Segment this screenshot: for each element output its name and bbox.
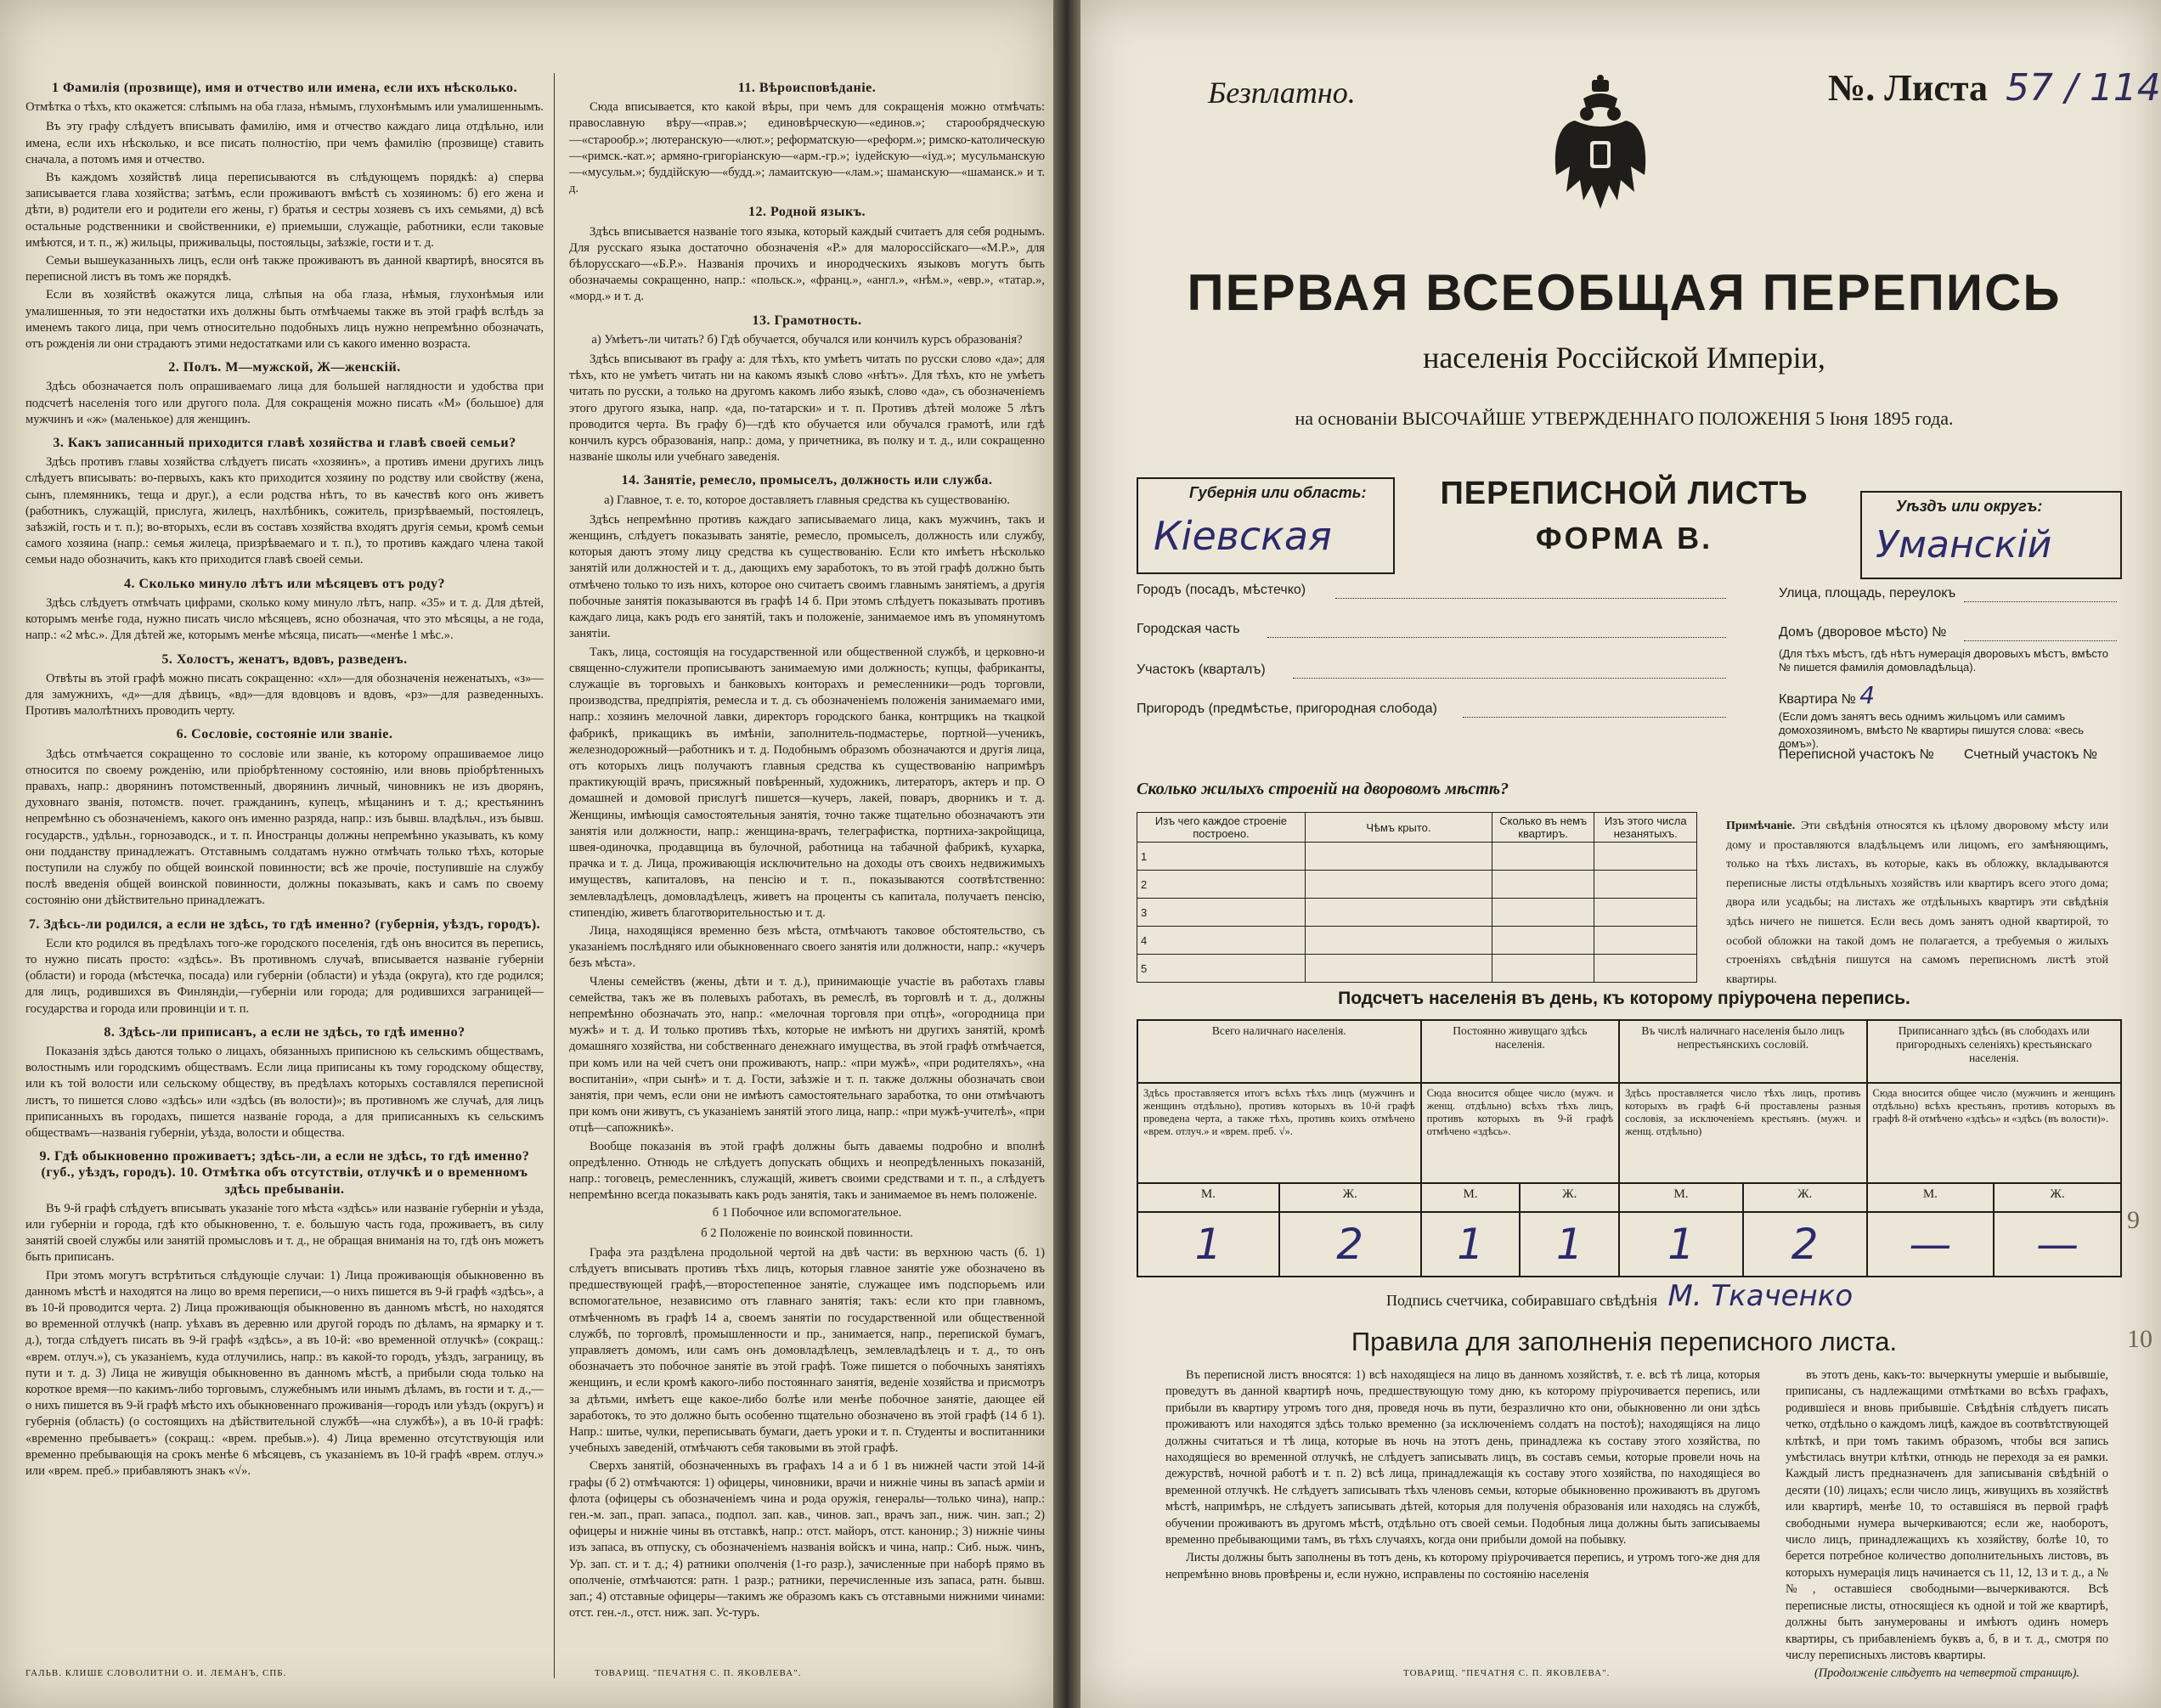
count-value: 1 bbox=[1520, 1212, 1619, 1277]
population-count-table bbox=[1137, 1019, 2122, 1277]
sheet-title-block bbox=[1386, 476, 1862, 556]
district-label: Уѣздъ или округъ: bbox=[1896, 498, 2043, 515]
right-page bbox=[1080, 0, 2161, 1708]
section-heading: 4. Сколько минуло лѣтъ или мѣсяцевъ отъ роду? bbox=[123, 576, 446, 591]
count-header-total: Всего наличнаго населенія. bbox=[1137, 1020, 1421, 1083]
signature-handwritten: М. Ткаченко bbox=[1667, 1279, 1853, 1313]
section-heading: 9. Гдѣ обыкновенно проживаетъ; здѣсь-ли, а если не здѣсь, то гдѣ именно? (губ., уѣздъ, городъ). 10. Отмѣтка объ отсутствіи, отлучкѣ и о временномъ здѣсь пребываніи. bbox=[39, 1149, 530, 1197]
col-f: Ж. bbox=[1743, 1183, 1867, 1212]
field-house-line bbox=[1964, 640, 2117, 641]
field-street: Улица, площадь, переулокъ bbox=[1779, 586, 1956, 600]
note-title: Примѣчаніе. bbox=[1726, 820, 1796, 832]
count-value: — bbox=[1994, 1212, 2121, 1277]
count-value: 2 bbox=[1279, 1212, 1421, 1277]
instruction-paragraph: Показанія здѣсь даются только о лицахъ, обязанныхъ приписною къ сельскимъ обществамъ, волостнымъ или городскимъ обществамъ. Если лица приписаны къ тому городскому обществу, или къ той волости или сельскому обществу, въ предѣлахъ которыхъ составлялся переписной листъ, то пишется слово «здѣсь» или «здѣсь (въ волости)»; въ противномъ же случаѣ, для лицъ приписанныхъ въ городахъ, пишется названіе города, а для приписанныхъ къ сельскимъ обществамъ—названія губерніи, уѣзда, волости и общества. bbox=[25, 1044, 544, 1140]
census-subtitle: населенія Россійской Имперіи, bbox=[1423, 341, 1825, 375]
sheet-number-handwritten: 57 / 114 bbox=[2006, 66, 2161, 110]
field-house: Домъ (дворовое мѣсто) № bbox=[1779, 625, 1947, 640]
instruction-paragraph: Сверхъ занятій, обозначенныхъ въ графахъ 14 а и б 1 въ нижней части этой 14-й графы (б 2) отмѣчаются: 1) офицеры, чиновники, врачи и нижніе чины въ запасѣ арміи и флота (офицеры съ обозначеніемъ чина и рода оружія, генералы—только чина), напр.: ген.-м. зап., прап. запаса., подпол. зап. кав., чинов. зап., врачъ зап., ниж. чин. зап.; 2) офицеры и нижніе чины въ отставкѣ, напр.: отст. майоръ, отст. канонир.; 3) нижніе чины изъ запаса, въ отпуску, съ обозначеніемъ названія войскъ и чина, напр.: Сиб. ныж. чинъ, Ур. зап. ст. и т. д.; 4) ратники ополченія (1-го разр.), зачисленные при наборѣ прямо въ ополченіе, отмѣчаются: ратн. 1 разр.; ратники, перечисленные изъ запаса, ратн. бывш. зап.; 4) отставные офицеры—такимъ же образомъ какъ съ отставными нижними чинами: отст. ген.-л., отст. ниж. зап. Ус-туръ. bbox=[569, 1459, 1045, 1621]
rules-column-1 bbox=[1165, 1367, 1760, 1585]
field-apartment: Квартира № 4 bbox=[1779, 681, 1876, 709]
section-heading: 7. Здѣсь-ли родился, а если не здѣсь, то гдѣ именно? (губернія, уѣздъ, городъ). bbox=[28, 916, 541, 932]
instructions-column-2 bbox=[569, 73, 1045, 1623]
apartment-note: (Если домъ занятъ весь однимъ жильцомъ или самимъ домохозяиномъ, вмѣсто № квартиры пишутся слова: «весь домъ»). bbox=[1779, 710, 2084, 750]
left-page bbox=[0, 0, 1053, 1708]
signature-label: Подпись счетчика, собиравшаго свѣдѣнія bbox=[1386, 1292, 1657, 1309]
instruction-paragraph: Такъ, лица, состоящія на государственной или общественной службѣ, и церковно-и священно-служители прописываютъ занимаемую ими должность; купцы, фабриканты, служащіе въ торговыхъ и банковыхъ конторахъ и ремесленники—родъ торговли, производства, предпріятія, ремесла и т. д. съ обозначеніемъ положенія занимаемаго ими, напр.: хозяинъ мелочной лавки, директоръ городского банка, контрщикъ на ткацкой фабрикѣ, прикащикъ въ имѣніи, заполнитель-подмастерье, портной—ученикъ, железнодорожный—работникъ и т. д. Подобнымъ образомъ обозначаются и другія лица, отъ которыхъ лицъ получаютъ главныя средства къ существованію напримѣръ практикующій врачъ, присяжный повѣренный, художникъ, литераторъ, актеръ и пр. О домашней и домовой прислугѣ пишется—кучеръ, лакей, поваръ, дворникъ и т. д. Женщины, имѣющія самостоятельныя занятія, точно также тщательно обозначаютъ эти занятія или должности, напр.: женщина-врачъ, телеграфистка, портниха-закройщица, швея-одиночка, продавщица въ булочной, работница на табачной фабрикѣ, кухарка, прачка и т. д. Лица, проживающія исключительно на доходы отъ своихъ недвижимыхъ имуществъ, капиталовъ, на пенсію и т. п., показываются соотвѣтственно: землевладѣлецъ, домовладѣлецъ, живетъ на проценты съ капитала, получаетъ пенсію, стипендію, живетъ благотворительностью и т. д. bbox=[569, 645, 1045, 920]
enumerator-signature-line bbox=[1386, 1279, 1853, 1313]
instruction-paragraph: Здѣсь противъ главы хозяйства слѣдуетъ писать «хозяинъ», а противъ имени другихъ лицъ слѣдуетъ вписывать: во-первыхъ, какъ кто приходится хозяину по родству или свойству (жена, сынъ, племянникъ, теща и друг.), а если родства нѣтъ, то въ качествѣ кого онъ живетъ (работникъ, служащій, прислуга, жилецъ, нахлѣбникъ, сожитель, призрѣваемый, постоялецъ, заѣзжій, гость и т. п.); во-вторыхъ, если въ составъ хозяйства входятъ другія семьи, кромѣ семьи самого хозяина (напр.: семья жилеца, призрѣваемаго и т. п.), то противъ каждаго члена такой семьи надо обозначить, какъ кто приходится главѣ своей семьи. bbox=[25, 455, 544, 567]
col-m: М. bbox=[1619, 1183, 1743, 1212]
instruction-paragraph: Вообще показанія въ этой графѣ должны быть даваемы подробно и вполнѣ опредѣленно. Отнюдь не слѣдуетъ допускать общихъ и неопредѣленныхъ показаній, напр.: тоговецъ, ремесленникъ, служащій, живетъ своими средствами и т. п., а слѣдуетъ непремѣнно всегда показывать какъ родъ занятія, такъ и занимаемое въ немъ положеніе. bbox=[569, 1139, 1045, 1203]
field-suburb-line bbox=[1463, 717, 1726, 718]
field-town-line bbox=[1335, 598, 1726, 599]
province-handwritten: Кіевская bbox=[1154, 513, 1332, 559]
instruction-paragraph: При этомъ могутъ встрѣтиться слѣдующіе случаи: 1) Лица проживающія обыкновенно въ данномъ мѣстѣ и находятся на лицо во время переписи,—о нихъ пишется въ 9-й графѣ «здѣсь», а въ 10-й проводится черта. 2) Лица проживающія обыкновенно въ данномъ мѣстѣ, но находятся во временной отлучкѣ (напр. уѣхавъ въ деревню или другой городъ по дѣламъ, на ярмарку и т. д.), тогда слѣдуетъ писать въ 9-й графѣ «здѣсь», а въ 10-й: «во временной отлучкѣ» (сокращ.: «врем. отлуч.»), съ указаніемъ, куда отлучились, напр.: въ какой-то городъ, уѣздъ, заграницу, въ пути и т. д. 3) Лица не живущія обыкновенно въ данномъ мѣстѣ, а прибыли сюда только на короткое время—по какимъ-либо торговымъ, служебнымъ или инымъ дѣламъ, въ гости и т. д.,—о нихъ пишется въ 9-й графѣ мѣсто ихъ обыкновеннаго проживанія—городъ или уѣздъ (округъ) и губернія (область) (о состоящихъ на дѣйствительной службѣ—«на службѣ»), а въ 10-й графѣ: «временно пребываетъ» (сокращ.: «врем. пребыв.»). 4) Лица временно отсутствующія или временно пребывающія на срокъ менѣе 6 мѣсяцевъ, съ указаніемъ въ 10-й графѣ «врем. отлуч.» или «врем. преб.» прибавляютъ знакъ «√». bbox=[25, 1268, 544, 1479]
count-header-permanent: Постоянно живущаго здѣсь населенія. bbox=[1421, 1020, 1620, 1083]
table-row: 4 bbox=[1137, 927, 1697, 955]
section-heading: 5. Холостъ, женатъ, вдовъ, разведенъ. bbox=[161, 651, 408, 667]
count-desc-total: Здѣсь проставляется итогъ всѣхъ тѣхъ лицъ (мужчинъ и женщинъ отдѣльно), противъ которыхъ въ 10-й графѣ проведена черта, а также тѣхъ, противъ коихъ отмѣчено «врем. отлуч.» и «врем. преб. √». bbox=[1137, 1083, 1421, 1183]
legal-basis: на основаніи ВЫСОЧАЙШЕ УТВЕРЖДЕННАГО ПОЛОЖЕНІЯ 5 Іюня 1895 года. bbox=[1295, 408, 1954, 429]
buildings-table bbox=[1137, 812, 1697, 983]
instruction-paragraph: Здѣсь слѣдуетъ отмѣчать цифрами, сколько кому минуло лѣтъ, напр. «35» и т. д. Для дѣтей, которымъ менѣе года, нужно писать число мѣсяцевъ, ясно обозначая, что это мѣсяцы, а не года, напр.: «2 мѣс.». Для дѣтей же, которымъ менѣе мѣсяца, писать—«менѣе 1 мѣс.». bbox=[25, 595, 544, 643]
province-label: Губернія или область: bbox=[1189, 484, 1367, 501]
count-header-nonpeasant: Въ числѣ наличнаго населенія было лицъ непрестьянскихъ сословій. bbox=[1619, 1020, 1866, 1083]
count-value: — bbox=[1867, 1212, 1995, 1277]
district-box bbox=[1860, 491, 2122, 579]
field-census-district: Переписной участокъ № bbox=[1779, 747, 1934, 762]
section-subheading: а) Умѣетъ-ли читать? б) Гдѣ обучается, обучался или кончилъ курсъ образованія? bbox=[591, 332, 1023, 347]
table-row: 3 bbox=[1137, 899, 1697, 927]
margin-number: 10 bbox=[2127, 1325, 2153, 1353]
instruction-paragraph: Здѣсь обозначается полъ опрашиваемаго лица для большей наглядности и удобства при подсчетѣ населенія того или другого пола. Для сокращенія можно писать «М» (большое) для мужчинъ и «ж» (маленькое) для женщинъ. bbox=[25, 380, 544, 426]
section-heading: 14. Занятіе, ремесло, промыселъ, должность или служба. bbox=[621, 473, 993, 488]
buildings-header-vacant: Изъ этого числа незанятыхъ. bbox=[1594, 813, 1697, 843]
census-title: ПЕРВАЯ ВСЕОБЩАЯ ПЕРЕПИСЬ bbox=[1187, 264, 2062, 321]
section-subheading: Отмѣтка о тѣхъ, кто окажется: слѣпымъ на оба глаза, нѣмымъ, глухонѣмымъ или умалишеннымъ. bbox=[25, 100, 544, 115]
field-street-line bbox=[1964, 601, 2117, 602]
count-value: 1 bbox=[1137, 1212, 1279, 1277]
instruction-paragraph: Въ 9-й графѣ слѣдуетъ вписывать указаніе того мѣста «здѣсь» или названіе губерніи и уѣзда, или губерніи и города, гдѣ кто обыкновенно, т. е. большую часть года, проживаетъ, въ силу занятій своей службы или занятій промысловъ и т. д., не обращая вниманія на то, гдѣ онъ можетъ быть приписанъ. bbox=[25, 1201, 544, 1265]
section-heading: 1 Фамилія (прозвище), имя и отчество или имена, если ихъ нѣсколько. bbox=[51, 81, 518, 95]
section-heading: 13. Грамотность. bbox=[752, 313, 862, 328]
section-subheading: а) Главное, т. е. то, которое доставляетъ главныя средства къ существованію. bbox=[604, 493, 1010, 507]
field-counting-district: Счетный участокъ № bbox=[1964, 747, 2098, 762]
sheet-number-label: №. Листа 57 / 114 bbox=[1828, 66, 2161, 110]
house-note: (Для тѣхъ мѣстъ, гдѣ нѣтъ нумерація дворовыхъ мѣстъ, вмѣсто № пишется фамилія домовладѣльца). bbox=[1779, 647, 2108, 674]
margin-number: 9 bbox=[2127, 1206, 2140, 1234]
section-heading: 2. Полъ. М—мужской, Ж—женскій. bbox=[168, 360, 401, 375]
instruction-paragraph: Лица, находящіяся временно безъ мѣста, отмѣчаютъ таковое обстоятельство, съ указаніемъ послѣдняго или обыкновеннаго своего занятія или должности, напр.: «кучеръ безъ мѣста». bbox=[569, 923, 1045, 971]
instruction-paragraph: Въ каждомъ хозяйствѣ лица переписываются въ слѣдующемъ порядкѣ: а) сперва записывается глава хозяйства; затѣмъ, если проживаютъ вмѣстѣ съ хозяиномъ: б) его жена и дѣти, в) родители его и родители его жены, г) братья и сестры хозяевъ съ ихъ семьями, д) всѣ остальные родственники и свойственники, е) приемыши, служащіе, работники, если таковые имѣются, и т. п., ж) жильцы, приживальцы, постояльцы, заѣзжіе, гости и т. д. bbox=[25, 171, 544, 250]
printer-imprint-mid: ТОВАРИЩ. "ПЕЧАТНЯ С. П. ЯКОВЛЕВА". bbox=[595, 1668, 802, 1678]
buildings-question: Сколько жилыхъ строеній на дворовомъ мѣстѣ? bbox=[1137, 780, 1509, 798]
field-town: Городъ (посадъ, мѣстечко) bbox=[1137, 583, 1306, 597]
count-value: 1 bbox=[1619, 1212, 1743, 1277]
rules-paragraph: въ этотъ день, какъ-то: вычеркнуты умершіе и выбывшіе, приписаны, съ надлежащими отмѣтками во всѣхъ графахъ, родившіеся и вновь прибывшіе. Свѣдѣнія слѣдуетъ писать четко, отдѣльно о каждомъ лицѣ, каждое въ соотвѣтствующей клѣткѣ, и при томъ такимъ образомъ, чтобы вся запись умѣстилась внутри клѣтки, отнюдь не переходя за ея рамки. Каждый листъ предназначенъ для записыванія свѣдѣній о десяти (10) лицахъ; если число лицъ, живущихъ въ хозяйствѣ или квартирѣ, менѣе 10, то оставшіяся въ первой графѣ свободными нумера вычеркиваются; если же, наоборотъ, число лицъ, принадлежащихъ къ хозяйству, болѣе 10, то берется потребное количество дополнительныхъ листовъ, въ которыхъ нумерація лицъ начинается съ 11, 12, 13 и т. д., а №№, оставшіеся свободными—вычеркиваются. Всѣ переписные листы, относящіеся къ одной и той же квартирѣ, должны быть занумерованы и имѣютъ одинъ номеръ квартиры, съ прибавленіемъ буквъ а, б, в и т. д., смотря по числу переписныхъ листовъ квартиры. bbox=[1786, 1368, 2108, 1662]
instruction-paragraph: Сюда вписывается, кто какой вѣры, при чемъ для сокращенія можно отмѣчать: православную вѣру—«прав.»; единовѣрческую—«единов.»; старообрядческую—«старообр.»; лютеранскую—«лют.»; реформатскую—«реформ.»; римско-католическую—«римск.-кат.»; армяно-григоріанскую—«арм.-гр.»; іудейскую—«іуд.»; мусульманскую—«мусульм.»; буддійскую—«будд.»; ламаитскую—«лам.»; шаманскую—«шаманск.» и т. д. bbox=[569, 100, 1045, 196]
printer-imprint-left: ГАЛЬВ. КЛИШЕ СЛОВОЛИТНИ О. И. ЛЕМАНЪ, СПБ. bbox=[25, 1668, 287, 1678]
buildings-header-apartments: Сколько въ немъ квартиръ. bbox=[1492, 813, 1594, 843]
col-m: М. bbox=[1421, 1183, 1521, 1212]
free-label: Безплатно. bbox=[1208, 76, 1356, 110]
sheet-title: ПЕРЕПИСНОЙ ЛИСТЪ bbox=[1440, 476, 1808, 511]
field-city-part: Городская часть bbox=[1137, 622, 1240, 636]
instructions-column-1 bbox=[25, 73, 544, 1481]
instruction-paragraph: Въ эту графу слѣдуетъ вписывать фамилію, имя и отчество каждаго лица отдѣльно, или имена, если ихъ нѣсколько, и все писать полностію, при чемъ фамилію (прозвище) ставить сначала, а потомъ имя и отчество. bbox=[25, 120, 544, 166]
col-f: Ж. bbox=[1994, 1183, 2121, 1212]
count-desc-peasant: Сюда вносится общее число (мужчинъ и женщинъ отдѣльно) всѣхъ крестьянъ, противъ которыхъ въ графѣ 8-й отмѣчено «здѣсь» и «здѣсь (въ волости)». bbox=[1867, 1083, 2121, 1183]
count-value: 2 bbox=[1743, 1212, 1867, 1277]
count-desc-permanent: Сюда вносится общее число (мужч. и женщ. отдѣльно) всѣхъ тѣхъ лицъ, противъ которыхъ въ 9-й графѣ отмѣчено «здѣсь». bbox=[1421, 1083, 1620, 1183]
instruction-paragraph: Отвѣты въ этой графѣ можно писать сокращенно: «хл»—для обозначенія неженатыхъ, «з»—для замужнихъ, «д»—для дѣвицъ, «вд»—для вдовцовъ и вдовъ, «рз»—для разведенныхъ. Противъ малолѣтнихъ проводить черту. bbox=[25, 671, 544, 719]
instruction-paragraph: Здѣсь непремѣнно противъ каждаго записываемаго лица, какъ мужчинъ, такъ и женщинъ, слѣдуетъ показывать занятіе, ремесло, промыселъ, должность или службу, которыя даютъ этому лицу средства къ существованію. Если кто имѣетъ нѣсколько занятій или должностей и т. д., дающихъ ему заработокъ, то въ этой графѣ должно быть отмѣчено только то изъ нихъ, которое оно считаетъ своимъ главнымъ занятіемъ, а другія побочные занятія показываются въ графѣ 14 б. При этомъ слѣдуетъ показывать противъ каждаго лица, какъ родъ его занятій, такъ и положеніе, занимаемое имъ въ упомянутомъ занятіи. bbox=[569, 512, 1045, 641]
book-gutter bbox=[1053, 0, 1080, 1708]
col-f: Ж. bbox=[1279, 1183, 1421, 1212]
buildings-header-roof: Чѣмъ крыто. bbox=[1305, 813, 1492, 843]
table-row: 5 bbox=[1137, 955, 1697, 983]
section-heading: 3. Какъ записанный приходится главѣ хозяйства и главѣ своей семьи? bbox=[53, 436, 516, 451]
district-handwritten: Уманскій bbox=[1876, 523, 2052, 567]
field-precinct: Участокъ (кварталъ) bbox=[1137, 662, 1266, 677]
field-suburb: Пригородъ (предмѣстье, пригородная слобода) bbox=[1137, 702, 1437, 716]
count-header-peasant: Приписаннаго здѣсь (въ слободахъ или пригородныхъ селеніяхъ) крестьянскаго населенія. bbox=[1867, 1020, 2121, 1083]
col-m: М. bbox=[1867, 1183, 1995, 1212]
count-value: 1 bbox=[1421, 1212, 1521, 1277]
section-subheading: б 2 Положеніе по воинской повинности. bbox=[701, 1226, 913, 1240]
section-heading: 12. Родной языкъ. bbox=[748, 205, 866, 220]
section-heading: 8. Здѣсь-ли приписанъ, а если не здѣсь, то гдѣ именно? bbox=[104, 1024, 465, 1040]
rules-paragraph: Въ переписной листъ вносятся: 1) всѣ находящіеся на лицо въ данномъ хозяйствѣ, т. е. всѣ тѣ лица, которыя проведутъ въ данной квартирѣ ночь, предшествующую тому дню, къ которому пріурочивается перепись, или прибыли въ квартиру утромъ того дня, проведя ночь въ пути, безразлично кто они, обыкновенно ли они здѣсь проживаютъ или находятся здѣсь только временно (за исключеніемъ солдатъ на постоѣ); находящіяся на лицо должны считаться и тѣ лица, которые въ ночь на этотъ день, принадлежа къ составу этого хозяйства, по находящіеся во временной отлучкѣ, не слѣдуетъ записывать лицъ, въ составъ семьи, которые провели ночь на дежурствѣ, ночной работѣ и т. п. 2) всѣ лица, принадлежащія къ составу этого хозяйства, по находящіеся во временной отлучкѣ. Не слѣдуетъ записывать тѣхъ членовъ семьи, которые обыкновенно проживаютъ въ другомъ мѣстѣ, напримѣръ, не слѣдуетъ записывать дѣтей, которыя для полученія образованія или находясь на службѣ, обучении проживаютъ въ другомъ мѣстѣ, отдѣльно отъ своей семьи. Подобныя лица должны быть записываемы временно пребывающими тамъ, въ тѣхъ случаяхъ, когда они прибыли домой на побывку. bbox=[1165, 1368, 1760, 1547]
field-precinct-line bbox=[1293, 678, 1726, 679]
note-text: Эти свѣдѣнія относятся къ цѣлому дворовому мѣсту или дому и проставляются владѣльцемъ или лицомъ, его замѣняющимъ, только на тѣхъ листахъ, въ которые, какъ въ обложку, вкладываются переписные листы отдѣльныхъ хозяйствъ или квартиръ всего этого дома; двора или усадьбы; на листахъ же отдѣльныхъ квартиръ эти свѣдѣнія здѣсь ничего не пишется. Если весь домъ занятъ одной квартирой, то особой обложки на такой домъ не полагается, а требуемыя о жилыхъ строеніяхъ свѣдѣнія пишутся на самомъ переписномъ листѣ этой квартиры. bbox=[1726, 820, 2109, 986]
buildings-note bbox=[1726, 817, 2108, 989]
rules-column-2 bbox=[1786, 1367, 2108, 1684]
table-row: 1 bbox=[1137, 843, 1697, 871]
section-subheading: б 1 Побочное или вспомогательное. bbox=[712, 1206, 902, 1220]
table-row: 2 bbox=[1137, 871, 1697, 899]
instruction-paragraph: Здѣсь вписывается названіе того языка, который каждый считаетъ для себя роднымъ. Для русскаго языка достаточно обозначенія «Р.» для малороссійскаго—«М.Р.», для бѣлорусскаго—«Б.Р.». Названія прочихъ и инородческихъ языковъ могутъ быть обозначаемы сокращенно, напр.: «польск.», «франц.», «англ.», «нѣм.», «евр.», «татар.», «морд.» и т. д. bbox=[569, 224, 1045, 304]
instruction-paragraph: Здѣсь вписывают въ графу а: для тѣхъ, кто умѣетъ читать по русски слово «да»; для тѣхъ, кто не умѣетъ читать ни на какомъ языкѣ слово «нѣтъ». Для тѣхъ, кто не умѣетъ читать по русски, а только на другомъ какомъ либо языкѣ, слово «да», съ обозначеніемъ этого другого языка, напр. «да, по-татарски» и т. п. Противъ дѣтей моложе 5 лѣтъ проводится черта. Въ графу б)—гдѣ кто обучается или обучался грамотѣ, или гдѣ кончилъ курсъ образованія, напр.: дома, у причетника, въ полку и т. д., или сокращенно названіе школы или учебнаго заведенія. bbox=[569, 352, 1045, 465]
instruction-paragraph: Если въ хозяйствѣ окажутся лица, слѣпыя на оба глаза, нѣмыя, глухонѣмыя или умалишенныя, то эти недостатки ихъ должны быть отмѣчаемы также въ этой графѣ вслѣдъ за именемъ такого лица, при чемъ относительно подобныхъ лицъ нужно непремѣнно обозначать, отъ рожденія ли они страдаютъ этими недостатками или съ какого именно возраста. bbox=[25, 288, 544, 352]
section-heading: 6. Сословіе, состояніе или званіе. bbox=[176, 727, 393, 742]
instruction-paragraph: Семьи вышеуказанныхъ лицъ, если онѣ также проживаютъ въ данной квартирѣ, вносятся въ переписной листъ въ томъ же порядкѣ. bbox=[25, 254, 544, 285]
col-m: М. bbox=[1137, 1183, 1279, 1212]
instruction-paragraph: Графа эта раздѣлена продольной чертой на двѣ части: въ верхнюю часть (б. 1) слѣдуетъ вписывать противъ тѣхъ лицъ, которыя главное занятіе уже обозначено въ предшествующей графѣ,—второстепенное занятіе, служащее имъ подспорьемъ или вспомогательное, независимо отъ главнаго занятія; такъ: если кто при главномъ, отмѣченномъ въ графѣ 14 а, своемъ занятіи по государственной или общественной службѣ, по торговлѣ, промышленности и пр., занимается, напр., перепиской бумагъ, управляетъ домомъ, или самъ онъ домовладѣлецъ, землевладѣлецъ и т. д., то онъ обозначаетъ это побочное занятіе въ этой графѣ. Тоже пишется о побочныхъ занятіяхъ женщинъ, и если кромѣ какого-либо постояннаго занятія, веденіе хозяйства и присмотръ за дѣтьми, имѣетъ еще какое-либо болѣе или менѣе побочное занятіе, дающее ей заработокъ, то это должно быть особенно тщательно обозначено въ этой графѣ (14 б 1). Напр.: шитье, чулки, переписывать бумаги, даетъ уроки и т. п. Студенты и воспитанники учебныхъ заведеній, отмѣчаютъ себя таковыми въ этой графѣ. bbox=[569, 1245, 1045, 1456]
instruction-paragraph: Здѣсь отмѣчается сокращенно то сословіе или званіе, къ которому опрашиваемое лицо относится по своему рожденію, или пріобрѣтенному состоянію, или вновь пріобрѣтенныхъ правахъ, напр.: дворянинъ потомственный, дворянинъ личный, чиновникъ не изъ дворянъ, духовнаго званія, потомств. почет. гражданинъ, купецъ, мѣщанинъ и т. д.; крестьянинъ непремѣнно съ обозначеніемъ, какого онъ именно разряда, напр.: изъ бывш. владѣльч., изъ бывш. государств., удѣльн., горнозаводск., и т. п. Иностранцы должны непремѣнно указывать, къ кому они подданству принадлежатъ. Отставнымъ солдатамъ нужно отмѣчать только тѣхъ, которые поступили на службу по общей воинской повинности; всѣ же прочіе, поступившіе на службу послѣ введенія общей воинской повинности, должны показывать, какъ и самъ по своему состоянію они дѣйствительно принадлежатъ. bbox=[25, 747, 544, 908]
count-heading: Подсчетъ населенія въ день, къ которому пріурочена перепись. bbox=[1338, 989, 1910, 1008]
buildings-header-material: Изъ чего каждое строеніе построено. bbox=[1137, 813, 1306, 843]
form-title: ФОРМА В. bbox=[1535, 521, 1713, 555]
field-city-part-line bbox=[1267, 637, 1726, 638]
col-f: Ж. bbox=[1520, 1183, 1619, 1212]
rules-title: Правила для заполненія переписного листа. bbox=[1351, 1327, 1898, 1356]
continued-note: (Продолженіе слѣдуетъ на четвертой страницѣ). bbox=[1814, 1666, 2079, 1681]
imperial-eagle-icon bbox=[1549, 73, 1651, 226]
province-box bbox=[1137, 477, 1395, 574]
printer-imprint-right: ТОВАРИЩ. "ПЕЧАТНЯ С. П. ЯКОВЛЕВА". bbox=[1403, 1668, 1611, 1678]
instruction-paragraph: Члены семействъ (жены, дѣти и т. д.), принимающіе участіе въ работахъ главы семейства, такъ же въ полевыхъ работахъ, въ ремеслѣ, въ торговлѣ и т. д., должны непремѣнно обозначать это, напр.: «мелочная торговля при отцѣ», «огородница при мужѣ» и т. д. И только противъ тѣхъ, которые не имѣютъ ни другихъ занятій, кромѣ домашняго хозяйства, ни собственнаго денежнаго имущества, въ этой графѣ отмѣчается, при комъ или на чей счетъ они проживаютъ, напр.: «при мужѣ», «при родителяхъ», «на воспитаніи», «при сынѣ» и т. д. Гости, заѣзжіе и т. п. также должны обозначать свои занятія, при чемъ, если они не имѣютъ самостоятельнаго заработка, то они отмѣчаютъ при комъ они живутъ, съ указаніемъ занятій этого лица, напр.: «при мужѣ-учителѣ», «при отцѣ—сапожникѣ». bbox=[569, 974, 1045, 1136]
count-desc-nonpeasant: Здѣсь проставляется число тѣхъ лицъ, противъ которыхъ въ графѣ 6-й проставлены разныя сословія, за исключеніемъ крестьянъ. (мужч. и женщ. отдѣльно) bbox=[1619, 1083, 1866, 1183]
apartment-handwritten: 4 bbox=[1859, 681, 1876, 709]
rules-paragraph: Листы должны быть заполнены въ тотъ день, къ которому пріурочивается перепись, и утромъ того-же дня для непремѣнно вновь провѣрены и, если нужно, исправлены по состоянію населенія bbox=[1165, 1551, 1760, 1581]
section-heading: 11. Вѣроисповѣданіе. bbox=[737, 81, 877, 95]
instruction-paragraph: Если кто родился въ предѣлахъ того-же городского поселенія, гдѣ онъ вносится въ перепись, то нужно писать просто: «здѣсь». Въ противномъ случаѣ, вписывается названіе губерніи (области) и города (мѣстечка, посада) или губерніи (области) и уѣзда (округа), кто где родился; для лицъ, родившихся въ Финляндіи,—губерніи или города; для родившихся заграницей—государства и города или провинціи и т. п. bbox=[25, 936, 544, 1016]
column-divider bbox=[554, 73, 555, 1678]
